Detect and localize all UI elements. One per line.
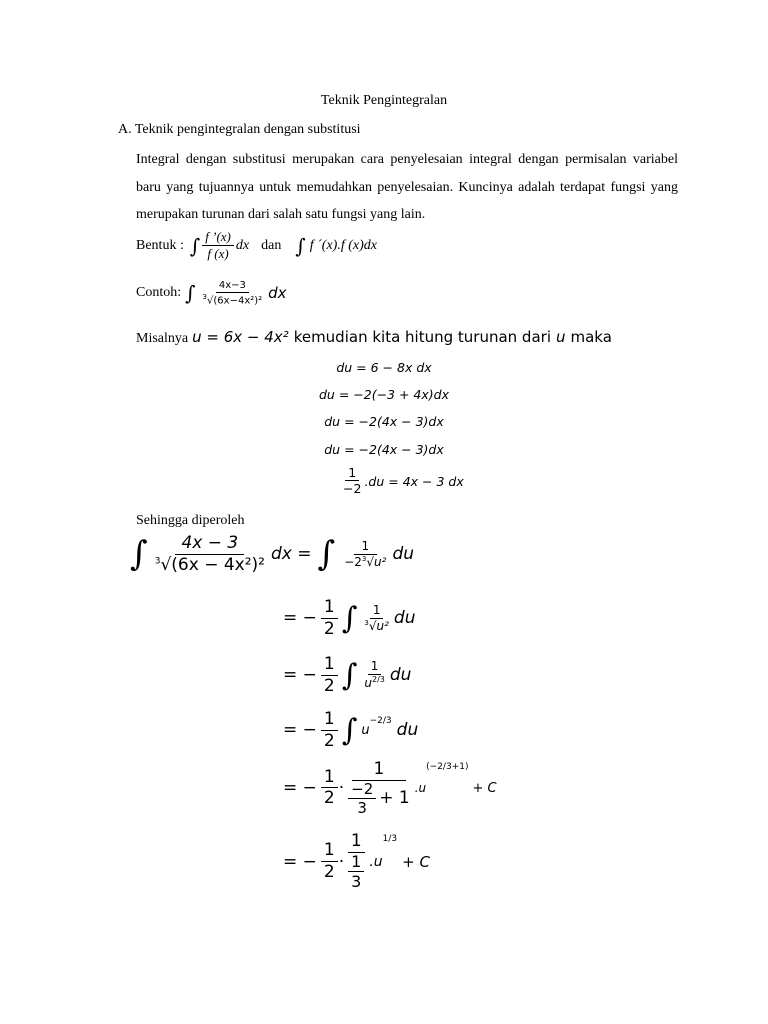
fraction-denominator: −2 xyxy=(343,481,362,497)
misalnya-suffix: maka xyxy=(570,328,612,346)
half-fraction xyxy=(321,768,338,809)
fraction-denominator: 2 xyxy=(323,861,335,882)
step3-exponent: −2/3 xyxy=(369,716,392,726)
fraction-numerator: 1 xyxy=(321,710,338,731)
solution-line-4 xyxy=(283,710,418,751)
derivation-step-2: du = −2(−3 + 4x)dx xyxy=(319,387,449,402)
half-fraction xyxy=(321,655,338,696)
step5-fraction xyxy=(345,832,367,891)
contoh-dx: dx xyxy=(268,284,287,303)
contoh-denominator: $^3$√(6x−4x²)² xyxy=(202,292,263,306)
misalnya-prefix: Misalnya xyxy=(136,331,189,346)
step5-inner-numerator: 1 xyxy=(348,853,364,872)
step5-numerator: 1 xyxy=(348,832,365,853)
page-title: Teknik Pengintegralan xyxy=(320,93,448,108)
dot-operator: · xyxy=(338,851,345,872)
derivation-step-5 xyxy=(340,466,464,496)
fraction-denominator: 2 xyxy=(323,675,335,696)
contoh-radicand: (6x−4x²)² xyxy=(213,294,263,306)
rhs-denominator: $-2^3√u^2$ xyxy=(344,554,387,569)
step1-denominator: $^3$√u² xyxy=(364,618,389,633)
fraction-numerator: 1 xyxy=(345,466,359,481)
step4-inner-numerator: −2 xyxy=(348,781,376,799)
step4-denominator xyxy=(345,781,413,817)
half-fraction xyxy=(340,466,364,496)
fraction-numerator: 1 xyxy=(321,655,338,676)
integral-sign: ∫ xyxy=(341,712,358,748)
equals-minus: = − xyxy=(283,608,317,629)
step4-inner-denominator: 3 xyxy=(357,798,367,817)
step4-inner-fraction xyxy=(348,781,376,817)
step1-radicand: u² xyxy=(376,618,389,633)
equals-minus: = − xyxy=(283,720,317,741)
bentuk-dx: dx xyxy=(235,237,250,253)
fraction-denominator: 2 xyxy=(323,730,335,751)
step1-tail: du xyxy=(393,608,416,629)
integral-sign: ∫ xyxy=(341,657,358,693)
misalnya-expression: u = 6x − 4x² xyxy=(192,328,289,346)
step4-u: .u xyxy=(414,781,427,796)
step3-tail: du xyxy=(396,720,419,741)
misalnya-var: u xyxy=(555,328,566,346)
step2-numerator: 1 xyxy=(368,660,382,675)
integral-sign: ∫ xyxy=(341,600,358,636)
step4-plus-one: + 1 xyxy=(379,788,410,809)
half-fraction xyxy=(321,710,338,751)
step2-exponent: 2/3 xyxy=(371,675,385,685)
lhs-radicand: (6x − 4x²)² xyxy=(171,554,265,575)
derivation-step-5-tail: .du = 4x − 3 dx xyxy=(364,473,464,489)
equals-minus: = − xyxy=(283,778,317,799)
step2-base: u xyxy=(364,676,372,691)
step1-numerator: 1 xyxy=(370,604,384,619)
contoh-line xyxy=(136,280,287,307)
misalnya-line xyxy=(136,328,612,347)
derivation-step-3: du = −2(4x − 3)dx xyxy=(324,414,444,429)
step5-tail: + C xyxy=(402,852,430,871)
step2-fraction xyxy=(361,660,387,690)
solution-line-6 xyxy=(283,832,430,891)
solution-line-3 xyxy=(283,655,411,696)
rhs-radicand: u² xyxy=(374,554,387,569)
derivation-step-4: du = −2(4x − 3)dx xyxy=(324,442,444,457)
solution-line-5 xyxy=(283,760,497,817)
step4-fraction xyxy=(345,760,413,817)
rhs-tail: du xyxy=(392,544,415,565)
step5-inner-denominator: 3 xyxy=(351,871,362,891)
contoh-numerator: 4x−3 xyxy=(216,280,249,293)
solution-line-2 xyxy=(283,598,416,639)
half-fraction xyxy=(321,598,338,639)
equals-minus: = − xyxy=(283,851,317,872)
step4-tail: + C xyxy=(472,780,497,796)
intro-paragraph: Integral dengan substitusi merupakan cara penyelesaian integral dengan permisalan variabel baru yang tujuannya untuk memudahkan penyelesaian. Kuncinya adalah terdapat fungsi yang merupakan turunan dari salah satu fungsi yang lain. xyxy=(136,152,678,222)
rhs-coefficient: −2 xyxy=(344,554,362,569)
fraction-numerator: 1 xyxy=(321,768,338,789)
fraction-denominator: 2 xyxy=(323,618,335,639)
contoh-label: Contoh: xyxy=(136,285,182,301)
step4-numerator: 1 xyxy=(352,760,407,781)
bentuk-numerator: f ’(x) xyxy=(202,230,234,246)
integral-sign: ∫ xyxy=(189,233,201,258)
step2-denominator xyxy=(361,675,387,690)
lhs-tail: dx = xyxy=(271,544,312,565)
misalnya-text: kemudian kita hitung turunan dari xyxy=(293,328,551,346)
equals-minus: = − xyxy=(283,665,317,686)
integral-sign: ∫ xyxy=(130,534,148,575)
integral-sign: ∫ xyxy=(317,534,336,575)
rhs-numerator: 1 xyxy=(354,540,378,555)
integral-sign: ∫ xyxy=(295,233,306,258)
bentuk-fraction xyxy=(202,230,234,262)
step1-fraction xyxy=(361,604,392,633)
section-heading: A. Teknik pengintegralan dengan substitusi xyxy=(118,122,361,137)
sehingga-label: Sehingga diperoleh xyxy=(136,513,245,528)
step5-denominator xyxy=(345,853,367,892)
lhs-denominator: $^3$√(6x − 4x²)² xyxy=(154,554,265,575)
bentuk-denominator: f (x) xyxy=(207,245,229,261)
step5-u: .u xyxy=(369,853,383,870)
integral-sign: ∫ xyxy=(185,281,196,306)
half-fraction xyxy=(321,841,338,882)
fraction-numerator: 1 xyxy=(321,841,338,862)
contoh-fraction xyxy=(200,280,266,307)
step2-tail: du xyxy=(389,665,412,686)
lhs-fraction xyxy=(152,534,268,575)
step4-exponent: (−2/3+1) xyxy=(426,762,469,772)
step5-exponent: 1/3 xyxy=(382,834,398,844)
bentuk-form2: f ´(x).f (x)dx xyxy=(309,237,377,253)
bentuk-connector: dan xyxy=(261,237,282,253)
fraction-numerator: 1 xyxy=(321,598,338,619)
step5-inner-fraction xyxy=(348,853,364,892)
bentuk-line xyxy=(136,230,377,262)
dot-operator: · xyxy=(338,778,345,799)
solution-line-1 xyxy=(130,534,414,575)
step3-base: u xyxy=(361,722,370,738)
fraction-denominator: 2 xyxy=(323,788,335,809)
lhs-numerator: 4x − 3 xyxy=(175,534,244,555)
rhs-fraction xyxy=(341,540,389,569)
bentuk-label: Bentuk : xyxy=(136,237,184,253)
derivation-step-1: du = 6 − 8x dx xyxy=(336,360,432,375)
